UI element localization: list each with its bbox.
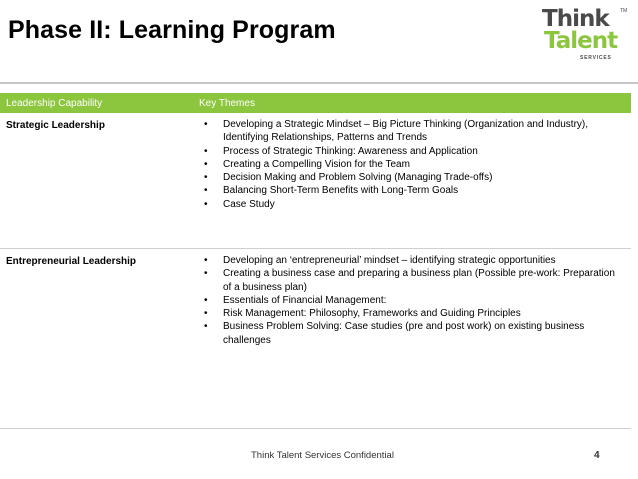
themes-cell (192, 113, 631, 248)
table-header-row (0, 93, 631, 113)
list-item: • Risk Management: Philosophy, Frameworks and Guiding Principles (199, 307, 631, 320)
themes-list (199, 254, 631, 347)
footer-confidential: Think Talent Services Confidential (251, 450, 394, 461)
logo-talent-text: Talent (544, 28, 618, 54)
page-title: Phase II: Learning Program (8, 16, 336, 44)
list-item: • Business Problem Solving: Case studies (pre and post work) on existing business challenges (199, 320, 631, 347)
themes-cell (192, 249, 631, 428)
learning-program-table (0, 93, 631, 429)
list-item: • Case Study (199, 198, 631, 211)
list-item: • Developing a Strategic Mindset – Big Picture Thinking (Organization and Industry), Identifying Relationships, Patterns and Trends (199, 118, 631, 145)
header-key-themes: Key Themes (199, 97, 255, 109)
list-item: • Decision Making and Problem Solving (Managing Trade-offs) (199, 171, 631, 184)
capability-cell: Entrepreneurial Leadership (6, 256, 137, 267)
page-number: 4 (594, 450, 600, 461)
list-item: • Developing an ‘entrepreneurial’ mindset – identifying strategic opportunities (199, 254, 631, 267)
think-talent-logo (540, 6, 634, 68)
table-row (0, 113, 631, 249)
table-row (0, 249, 631, 429)
title-divider (0, 82, 638, 84)
list-item: • Creating a Compelling Vision for the Team (199, 158, 631, 171)
list-item: • Balancing Short-Term Benefits with Long-Term Goals (199, 184, 631, 197)
list-item: • Essentials of Financial Management: (199, 294, 631, 307)
themes-list (199, 118, 631, 211)
logo-think-text: Think (542, 6, 609, 32)
header-leadership-capability: Leadership Capability (6, 97, 103, 109)
capability-cell: Strategic Leadership (6, 120, 105, 131)
list-item: • Process of Strategic Thinking: Awareness and Application (199, 145, 631, 158)
logo-services-text: SERVICES (580, 55, 612, 61)
logo-trademark: TM (620, 8, 628, 14)
list-item: • Creating a business case and preparing a business plan (Possible pre-work: Preparation of a business plan) (199, 267, 631, 294)
